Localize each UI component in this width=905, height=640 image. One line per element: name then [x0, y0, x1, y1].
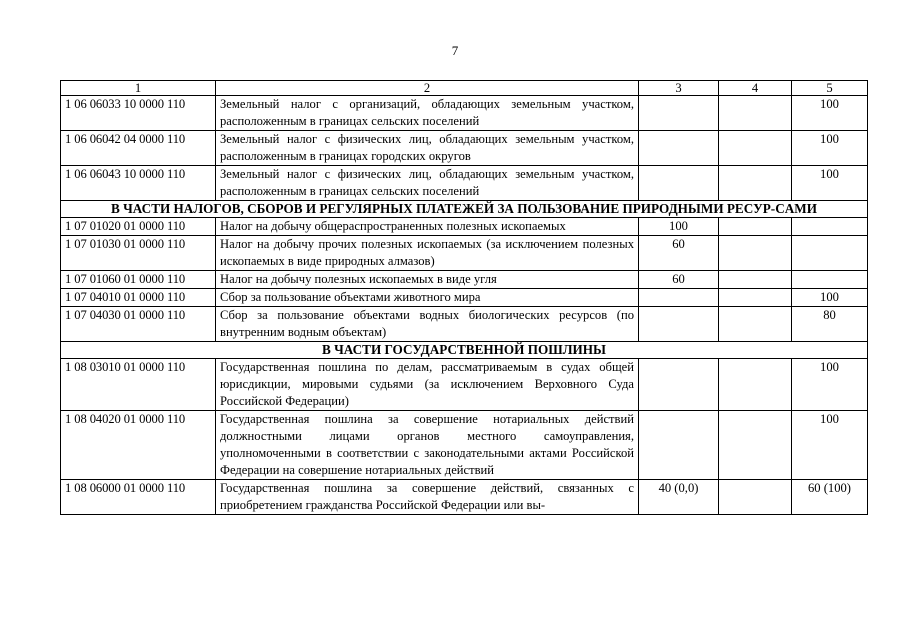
section-row — [61, 342, 868, 359]
revenue-name: Государственная пошлина по делам, рассматриваемым в судах общей юрисдикции, мировыми судьями (за исключением Верховного Суда Российской Федерации) — [216, 359, 639, 411]
revenue-name: Сбор за пользование объектами животного мира — [216, 289, 639, 307]
value-col-4 — [719, 480, 792, 515]
value-col-3: 60 — [639, 236, 719, 271]
budget-code: 1 07 01030 01 0000 110 — [61, 236, 216, 271]
table-row — [61, 359, 868, 411]
value-col-5 — [792, 218, 868, 236]
value-col-4 — [719, 236, 792, 271]
value-col-5: 100 — [792, 411, 868, 480]
budget-code: 1 06 06042 04 0000 110 — [61, 131, 216, 166]
value-col-4 — [719, 359, 792, 411]
value-col-3: 60 — [639, 271, 719, 289]
value-col-4 — [719, 166, 792, 201]
budget-code: 1 06 06043 10 0000 110 — [61, 166, 216, 201]
budget-table — [60, 80, 868, 515]
value-col-5: 80 — [792, 307, 868, 342]
section-row — [61, 201, 868, 218]
table-row — [61, 218, 868, 236]
value-col-4 — [719, 411, 792, 480]
section-title: В ЧАСТИ ГОСУДАРСТВЕННОЙ ПОШЛИНЫ — [61, 342, 868, 359]
value-col-3: 100 — [639, 218, 719, 236]
header-col-1: 1 — [61, 81, 216, 96]
budget-code: 1 07 04030 01 0000 110 — [61, 307, 216, 342]
header-col-4: 4 — [719, 81, 792, 96]
table-row — [61, 289, 868, 307]
value-col-5 — [792, 236, 868, 271]
table-row — [61, 166, 868, 201]
table-row — [61, 236, 868, 271]
budget-code: 1 08 03010 01 0000 110 — [61, 359, 216, 411]
value-col-5: 60 (100) — [792, 480, 868, 515]
value-col-4 — [719, 271, 792, 289]
value-col-5: 100 — [792, 96, 868, 131]
table-row — [61, 131, 868, 166]
value-col-5: 100 — [792, 166, 868, 201]
table-row — [61, 480, 868, 515]
budget-code: 1 08 06000 01 0000 110 — [61, 480, 216, 515]
value-col-3 — [639, 96, 719, 131]
value-col-4 — [719, 131, 792, 166]
value-col-3 — [639, 131, 719, 166]
table-row — [61, 307, 868, 342]
revenue-name: Государственная пошлина за совершение действий, связанных с приобретением гражданства Российской Федерации или вы- — [216, 480, 639, 515]
value-col-3 — [639, 289, 719, 307]
value-col-3 — [639, 166, 719, 201]
header-col-5: 5 — [792, 81, 868, 96]
section-title: В ЧАСТИ НАЛОГОВ, СБОРОВ И РЕГУЛЯРНЫХ ПЛАТЕЖЕЙ ЗА ПОЛЬЗОВАНИЕ ПРИРОДНЫМИ РЕСУР-СAMИ — [61, 201, 868, 218]
revenue-name: Налог на добычу полезных ископаемых в виде угля — [216, 271, 639, 289]
revenue-name: Налог на добычу прочих полезных ископаемых (за исключением полезных ископаемых в виде природных алмазов) — [216, 236, 639, 271]
value-col-3 — [639, 411, 719, 480]
value-col-5: 100 — [792, 131, 868, 166]
budget-code: 1 07 04010 01 0000 110 — [61, 289, 216, 307]
budget-code: 1 07 01020 01 0000 110 — [61, 218, 216, 236]
value-col-5 — [792, 271, 868, 289]
budget-code: 1 07 01060 01 0000 110 — [61, 271, 216, 289]
value-col-4 — [719, 307, 792, 342]
value-col-3 — [639, 307, 719, 342]
revenue-name: Налог на добычу общераспространенных полезных ископаемых — [216, 218, 639, 236]
table-header-row — [61, 81, 868, 96]
table-row — [61, 411, 868, 480]
header-col-3: 3 — [639, 81, 719, 96]
value-col-5: 100 — [792, 359, 868, 411]
value-col-3 — [639, 359, 719, 411]
revenue-name: Сбор за пользование объектами водных биологических ресурсов (по внутренним водным объектам) — [216, 307, 639, 342]
revenue-name: Земельный налог с физических лиц, обладающих земельным участком, расположенным в границах городских округов — [216, 131, 639, 166]
value-col-4 — [719, 96, 792, 131]
budget-code: 1 08 04020 01 0000 110 — [61, 411, 216, 480]
table-row — [61, 271, 868, 289]
header-col-2: 2 — [216, 81, 639, 96]
revenue-name: Земельный налог с физических лиц, обладающих земельным участком, расположенным в границах сельских поселений — [216, 166, 639, 201]
budget-code: 1 06 06033 10 0000 110 — [61, 96, 216, 131]
page-number: 7 — [451, 43, 459, 58]
value-col-4 — [719, 218, 792, 236]
value-col-5: 100 — [792, 289, 868, 307]
revenue-name: Земельный налог с организаций, обладающих земельным участком, расположенным в границах сельских поселений — [216, 96, 639, 131]
table-row — [61, 96, 868, 131]
revenue-name: Государственная пошлина за совершение нотариальных действий должностными лицами органов местного самоуправления, уполномоченными в соответствии с законодательными актами Российской Федерации на совершение нотариальных действий — [216, 411, 639, 480]
value-col-3: 40 (0,0) — [639, 480, 719, 515]
value-col-4 — [719, 289, 792, 307]
